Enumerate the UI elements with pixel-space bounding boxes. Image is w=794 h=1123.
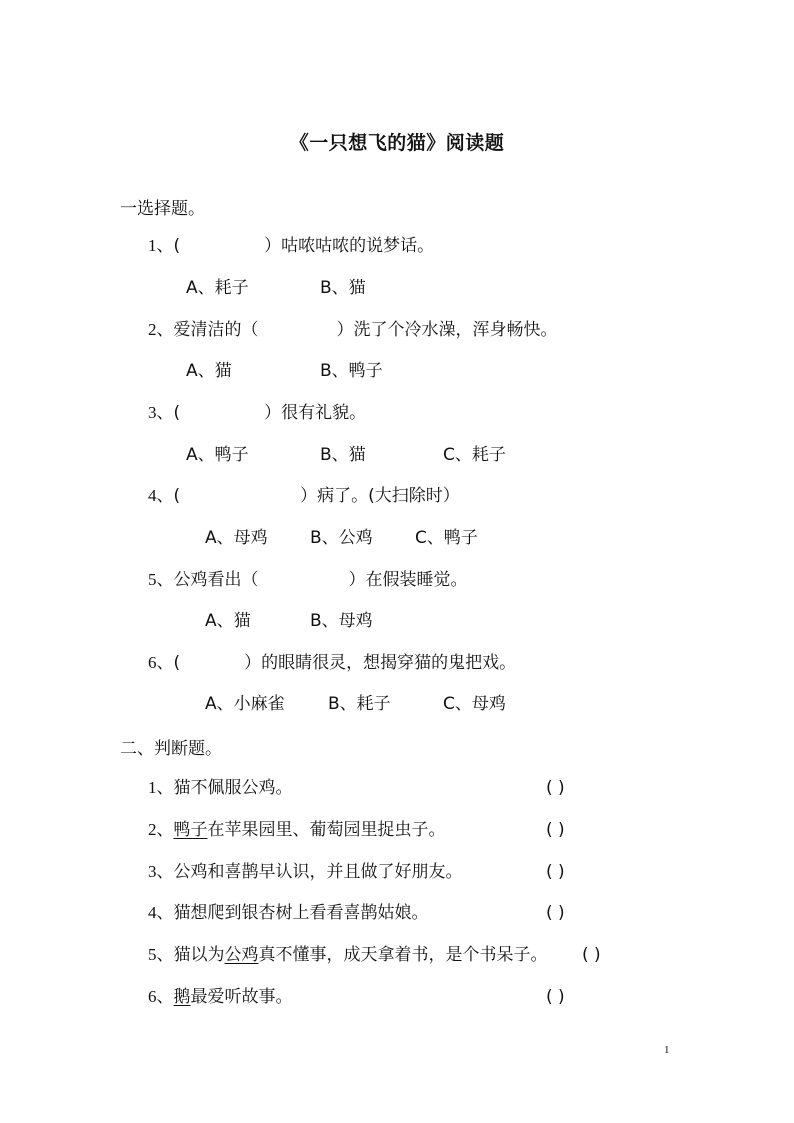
choice-option: A、猫 [186, 361, 232, 381]
choice-question: 4、( ）病了。(大扫除时） [148, 486, 460, 506]
choice-option: B、猫 [320, 445, 366, 465]
choice-question: 5、公鸡看出（ ）在假装睡觉。 [148, 570, 468, 590]
judgement-item: 1、猫不佩服公鸡。 [148, 778, 293, 798]
choice-option: A、猫 [205, 611, 251, 631]
answer-parentheses: ( ) [546, 862, 565, 882]
choice-option: C、母鸡 [443, 694, 506, 714]
answer-parentheses: ( ) [546, 820, 565, 840]
section-heading-judgement: 二、判断题。 [120, 739, 222, 759]
judgement-item: 2、鸭子在苹果园里、葡萄园里捉虫子。 [148, 820, 446, 840]
judgement-item: 3、公鸡和喜鹊早认识，并且做了好朋友。 [148, 862, 463, 882]
answer-parentheses: ( ) [546, 987, 565, 1007]
choice-question: 6、( ）的眼睛很灵，想揭穿猫的鬼把戏。 [148, 653, 517, 673]
judgement-item: 5、猫以为公鸡真不懂事，成天拿着书，是个书呆子。 [148, 945, 548, 965]
choice-question: 2、爱清洁的（ ）洗了个冷水澡，浑身畅快。 [148, 320, 558, 340]
judgement-item: 4、猫想爬到银杏树上看看喜鹊姑娘。 [148, 903, 429, 923]
choice-option: A、小麻雀 [205, 694, 285, 714]
answer-parentheses: ( ) [546, 778, 565, 798]
choice-option: B、母鸡 [310, 611, 373, 631]
answer-parentheses: ( ) [546, 903, 565, 923]
choice-option: B、耗子 [328, 694, 391, 714]
choice-option: A、母鸡 [205, 528, 268, 548]
page-number: 1 [664, 1044, 670, 1056]
page-title: 《一只想飞的猫》阅读题 [289, 132, 505, 154]
choice-option: C、耗子 [443, 445, 506, 465]
choice-option: B、公鸡 [310, 528, 373, 548]
choice-option: C、鸭子 [415, 528, 478, 548]
answer-parentheses: ( ) [582, 945, 601, 965]
choice-option: B、猫 [320, 278, 366, 298]
choice-question: 1、( ）咕哝咕哝的说梦话。 [148, 236, 435, 256]
section-heading-choice: 一选择题。 [120, 199, 205, 219]
choice-option: B、鸭子 [320, 361, 383, 381]
choice-option: A、耗子 [186, 278, 249, 298]
choice-option: A、鸭子 [186, 445, 249, 465]
choice-question: 3、( ）很有礼貌。 [148, 403, 367, 423]
judgement-item: 6、鹅最爱听故事。 [148, 987, 293, 1007]
